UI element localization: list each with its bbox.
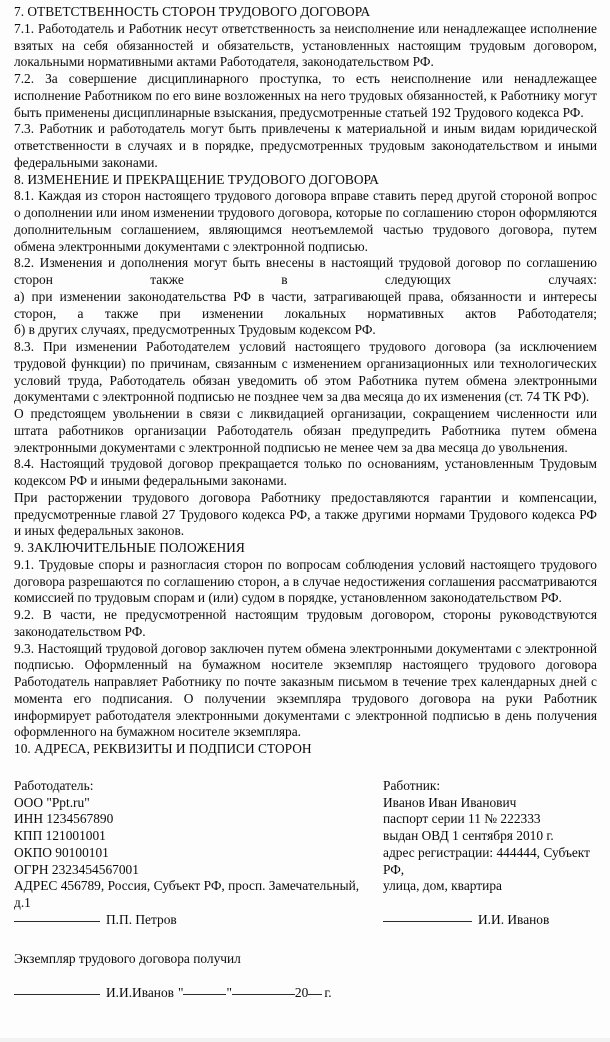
employer-signature-field[interactable] xyxy=(14,912,177,929)
clause-8-2: 8.2. Изменения и дополнения могут быть внесены в настоящий трудовой договор по соглашению сторон также в следующих случаях: xyxy=(14,255,597,287)
section-10 xyxy=(14,741,597,758)
employer-title: Работодатель: xyxy=(14,777,94,793)
employee-signature-field[interactable] xyxy=(383,912,549,929)
signature-row-receipt xyxy=(14,985,597,1007)
copy-received-note: Экземпляр трудового договора получил xyxy=(14,950,241,966)
employee-signature-rule[interactable] xyxy=(383,921,472,922)
clause-9-2: 9.2. В части, не предусмотренной настоящим трудовым договором, стороны руководствуются законодательством РФ. xyxy=(14,607,597,639)
section-8 xyxy=(14,172,597,541)
receipt-month-rule[interactable] xyxy=(232,994,295,995)
section-9-heading: 9. ЗАКЛЮЧИТЕЛЬНЫЕ ПОЛОЖЕНИЯ xyxy=(14,540,245,555)
clause-8-1: 8.1. Каждая из сторон настоящего трудового договора вправе ставить перед другой стороной вопрос о дополнении или ином изменении трудового договора, которые по соглашению сторон оформляются дополнительным соглашением, являющимся неотъемлемой частью трудового договора, путем обмена электронными документами с электронной подписью. xyxy=(14,188,597,254)
section-7 xyxy=(14,4,597,172)
employer-okpo: ОКПО 90100101 xyxy=(14,844,109,860)
requisites-block xyxy=(14,777,597,910)
receipt-quote-close: " xyxy=(226,984,232,1000)
receipt-year-prefix: 20 xyxy=(294,984,309,1000)
clause-8-3-note: О предстоящем увольнении в связи с ликвидацией организации, сокращением численности или штата работников организации Работодатель обязан предупредить Работника путем обмена электронными документами с электронной подписью не менее чем за два месяца до увольнения. xyxy=(14,406,597,455)
clause-8-2-a: а) при изменении законодательства РФ в части, затрагивающей права, обязанности и интересы сторон, а также при изменении локальных нормативных актов Работодателя; xyxy=(14,288,597,321)
employee-signatory-name: И.И. Иванов xyxy=(478,911,550,927)
employee-registration-address: адрес регистрации: 444444, Субъект РФ, xyxy=(383,844,594,877)
employer-address: АДРЕС 456789, Россия, Субъект РФ, просп. Замечательный, д.1 xyxy=(14,878,363,910)
employer-inn: ИНН 1234567890 xyxy=(14,811,114,827)
employer-signature-rule[interactable] xyxy=(14,921,100,922)
employer-signatory-name: П.П. Петров xyxy=(106,911,177,927)
employee-passport: паспорт серии 11 № 222333 xyxy=(383,811,541,827)
section-7-heading: 7. ОТВЕТСТВЕННОСТЬ СТОРОН ТРУДОВОГО ДОГОВОРА xyxy=(14,4,371,19)
section-9 xyxy=(14,540,597,741)
clause-8-3: 8.3. При изменении Работодателем условий настоящего трудового договора (за исключением трудовой функции) по причинам, связанным с изменением организационных или технологических условий труда, Работодатель обязан уведомить об этом Работника путем обмена электронными документами с электронной подписью не позднее чем за два месяца до их изменения (ст. 74 ТК РФ). xyxy=(14,339,597,405)
receipt-year-rule[interactable] xyxy=(308,994,322,995)
employer-kpp: КПП 121001001 xyxy=(14,828,106,843)
employer-ogrn: ОГРН 2323454567001 xyxy=(14,861,139,877)
employee-full-name: Иванов Иван Иванович xyxy=(383,794,517,810)
receipt-signature-field[interactable] xyxy=(14,985,332,1002)
clause-7-3: 7.3. Работник и работодатель могут быть привлечены к материальной и иным видам юридической ответственности в случаях и в порядке, предусмотренных трудовым законодательством и иными федеральными законами. xyxy=(14,121,597,170)
receipt-day-rule[interactable] xyxy=(183,994,226,995)
employer-org-name: ООО "Ppt.ru" xyxy=(14,794,90,810)
clause-9-3: 9.3. Настоящий трудовой договор заключен путем обмена электронными документами с электронной подписью. Оформленный на бумажном носителе экземпляр настоящего трудового договора Работодатель направляет Работнику по почте заказным письмом в течение трех календарных дней с момента его подписания. О получении экземпляра трудового договора на руки Работник информирует работодателя электронными документами с электронной подписью в день получения оформленного на бумажном носителе экземпляра. xyxy=(14,640,597,740)
section-8-heading: 8. ИЗМЕНЕНИЕ И ПРЕКРАЩЕНИЕ ТРУДОВОГО ДОГОВОРА xyxy=(14,171,379,187)
signature-row-parties xyxy=(14,912,597,934)
employer-requisites xyxy=(14,778,369,912)
clause-8-4-note: При расторжении трудового договора Работнику предоставляются гарантии и компенсации, предусмотренные главой 27 Трудового кодекса РФ, а также другими нормами Трудового кодекса РФ и иных федеральных законов. xyxy=(14,489,597,539)
receipt-year-suffix: г. xyxy=(324,984,332,1000)
clause-7-1: 7.1. Работодатель и Работник несут ответственность за неисполнение или ненадлежащее исполнение взятых на себя обязанностей и обязательств, установленных настоящим трудовым договором, локальными нормативными актами Работодателя, законодательством РФ. xyxy=(14,20,597,70)
receipt-quote-open: " xyxy=(177,984,184,1000)
receipt-signatory-name: И.И.Иванов xyxy=(106,984,174,1000)
employee-address-tail: улица, дом, квартира xyxy=(383,878,502,894)
clause-8-4: 8.4. Настоящий трудовой договор прекращается только по основаниям, установленным Трудовым кодексом РФ и иными федеральными законами. xyxy=(14,456,597,488)
clause-7-2: 7.2. За совершение дисциплинарного проступка, то есть неисполнение или ненадлежащее исполнение Работником по его вине возложенных на него трудовых обязанностей, к Работнику могут быть применены дисциплинарные взыскания, предусмотренные статьей 192 Трудового кодекса РФ. xyxy=(14,71,597,120)
receipt-signature-rule[interactable] xyxy=(14,994,100,995)
employee-requisites xyxy=(383,778,597,895)
employee-title: Работник: xyxy=(383,777,441,793)
clause-9-1: 9.1. Трудовые споры и разногласия сторон по вопросам соблюдения условий настоящего трудового договора разрешаются по соглашению сторон, а в случае недостижения соглашения рассматриваются комиссией по трудовым спорам и (или) судом в порядке, установленном законодательством РФ. xyxy=(14,556,597,606)
section-10-heading: 10. АДРЕСА, РЕКВИЗИТЫ И ПОДПИСИ СТОРОН xyxy=(14,741,312,756)
page-bottom-edge xyxy=(0,1038,610,1042)
clause-8-2-b: б) в других случаях, предусмотренных Трудовым кодексом РФ. xyxy=(14,322,376,338)
employee-passport-issued: выдан ОВД 1 сентября 2010 г. xyxy=(383,828,554,843)
